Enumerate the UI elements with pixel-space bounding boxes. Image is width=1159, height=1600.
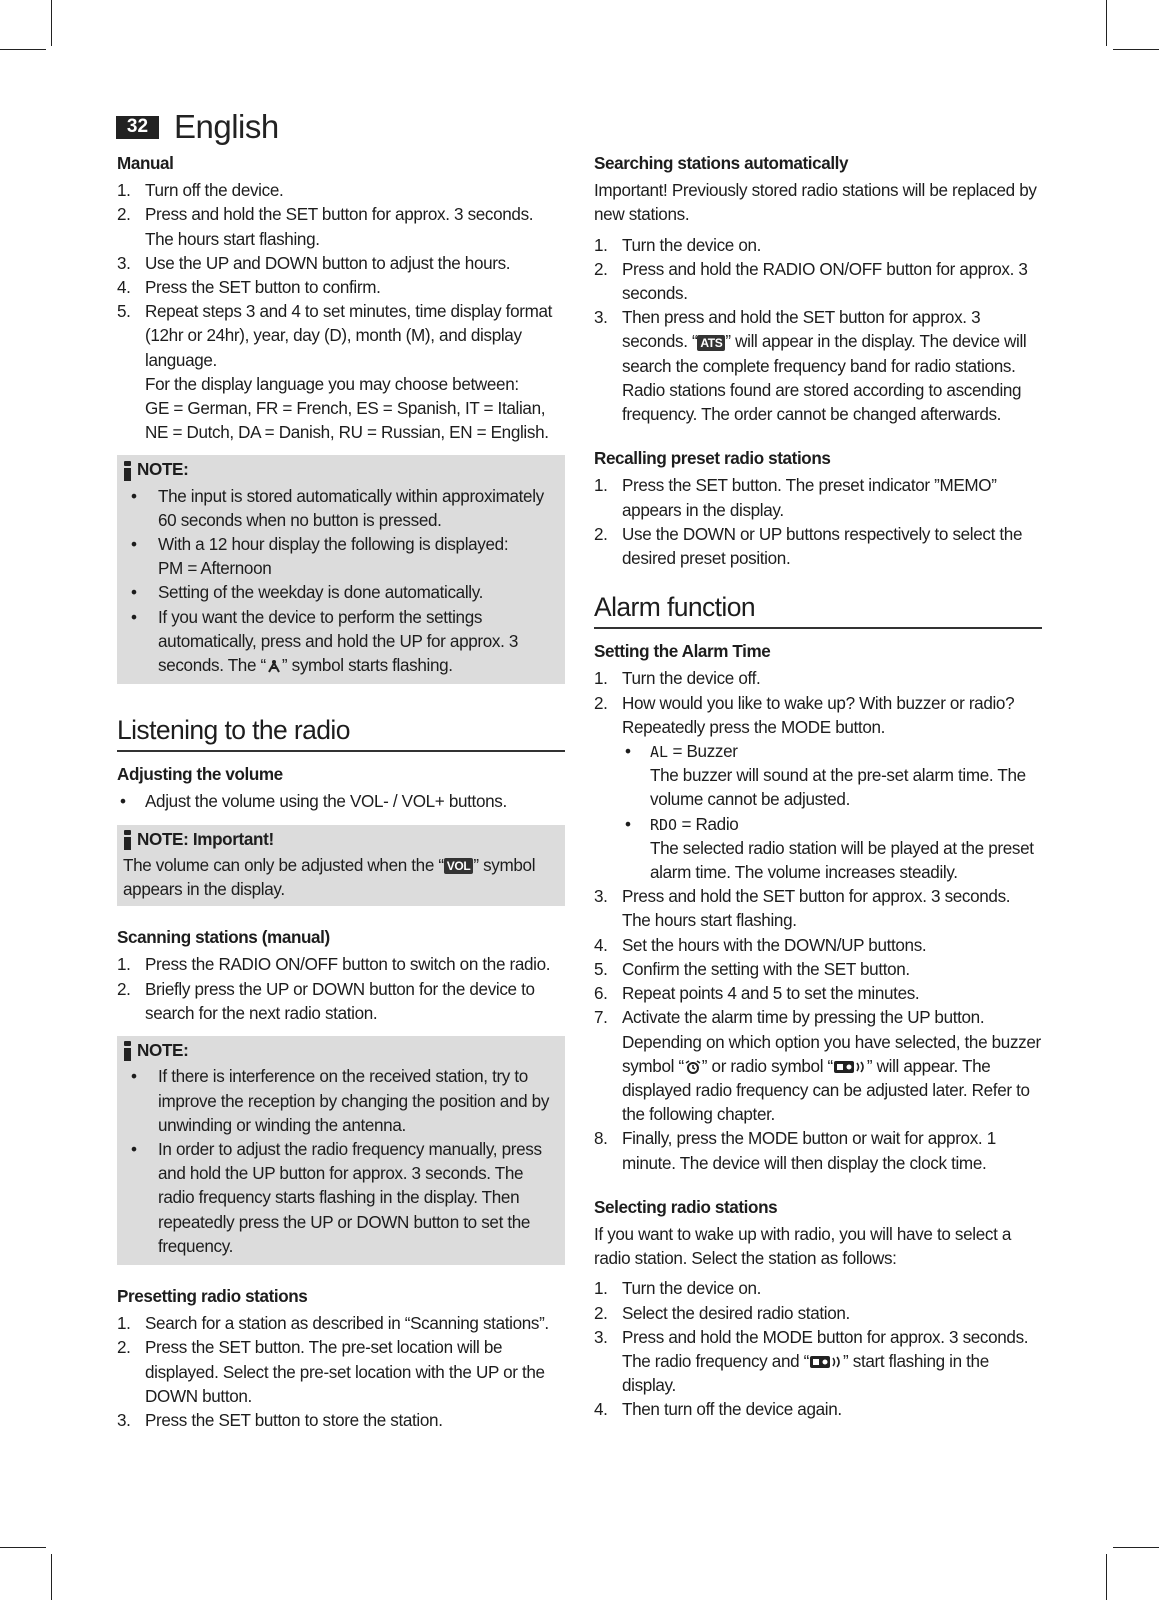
list-item: 1. Press the SET button. The preset indicator ”MEMO” appears in the display.	[594, 476, 997, 520]
list-item: • Setting of the weekday is done automatically.	[131, 583, 484, 603]
info-icon	[123, 461, 132, 481]
language-title: English	[174, 108, 279, 145]
left-column	[117, 152, 565, 1433]
radio-alarm-icon	[833, 1059, 867, 1075]
paragraph: Important! Previously stored radio stations will be replaced by new stations.	[594, 181, 1037, 225]
list-item: • If there is interference on the received station, try to improve the reception by changing the position and by unwinding or winding the antenna.	[131, 1067, 550, 1135]
note-box	[117, 455, 565, 684]
list-item: • The input is stored automatically within approximately 60 seconds when no button is pressed.	[131, 486, 544, 530]
section-heading-alarm: Alarm function	[594, 591, 1042, 629]
subheading-volume: Adjusting the volume	[117, 765, 283, 785]
subheading-scanning: Scanning stations (manual)	[117, 928, 330, 948]
buzzer-display-code: AL	[650, 743, 669, 762]
subheading-manual: Manual	[117, 154, 174, 173]
list-item: • In order to adjust the radio frequency manually, press and hold the UP button for approx. 3 seconds. The radio frequency starts flashing in the display. Then repeatedly press the UP or DOWN button to set the frequency.	[131, 1139, 542, 1256]
antenna-symbol-icon	[266, 659, 282, 675]
list-item: 5. Confirm the setting with the SET button.	[594, 959, 910, 979]
list-item: 2. Select the desired radio station.	[594, 1303, 850, 1323]
list-item: 2. Briefly press the UP or DOWN button for the device to search for the next radio station.	[117, 979, 535, 1023]
list-item: 4. Set the hours with the DOWN/UP buttons.	[594, 935, 927, 955]
list-item: 1. Turn off the device.	[117, 181, 284, 201]
note-title: NOTE:	[137, 1041, 189, 1061]
crop-mark	[1113, 1547, 1159, 1548]
radio-alarm-icon	[809, 1354, 843, 1370]
section-heading-radio: Listening to the radio	[117, 714, 565, 752]
crop-mark	[0, 49, 46, 50]
list-item: 4. Press the SET button to confirm.	[117, 278, 381, 298]
list-item: 2. Use the DOWN or UP buttons respectively to select the desired preset position.	[594, 524, 1023, 569]
list-item: • RDO = Radio The selected radio station will be played at the preset alarm time. The volume increases steadily.	[625, 814, 1034, 883]
page-header	[116, 102, 279, 152]
list-item: 2. Press the SET button. The pre-set location will be displayed. Select the pre-set location with the UP or the DOWN button.	[117, 1338, 545, 1406]
subheading-auto-search: Searching stations automatically	[594, 154, 849, 173]
list-item: • If you want the device to perform the settings automatically, press and hold the UP for approx. 3 seconds. The “ ” symbol starts flashing.	[131, 607, 519, 676]
list-item: 3. Use the UP and DOWN button to adjust the hours.	[117, 253, 511, 273]
list-item: 4. Then turn off the device again.	[594, 1400, 842, 1420]
subheading-alarm-time: Setting the Alarm Time	[594, 642, 771, 662]
list-item: 5. Repeat steps 3 and 4 to set minutes, time display format (12hr or 24hr), year, day (D), month (M), and display language. For the display language you may choose between: GE = German, FR = French, ES = Spanish, IT = Italian, NE = Dutch, DA = Danish, RU = Russian, EN = English.	[117, 300, 565, 445]
vol-symbol-icon: VOL	[444, 858, 474, 874]
right-column	[594, 152, 1042, 1423]
info-icon	[123, 1041, 132, 1061]
note-title: NOTE:	[137, 460, 189, 480]
list-item: 1. Press the RADIO ON/OFF button to switch on the radio.	[117, 955, 551, 975]
radio-display-code: RDO	[650, 815, 678, 834]
note-text: The volume can only be adjusted when the “ VOL ” symbol appears in the display.	[123, 855, 536, 900]
info-icon	[123, 830, 132, 850]
subheading-selecting: Selecting radio stations	[594, 1197, 778, 1217]
list-item: • AL = Buzzer The buzzer will sound at the pre-set alarm time. The volume cannot be adjusted.	[625, 742, 1026, 810]
crop-mark	[0, 1547, 46, 1548]
note-box	[117, 825, 565, 907]
list-item: 2. How would you like to wake up? With buzzer or radio? Repeatedly press the MODE button. • AL = Buzzer The buzzer will sound at the pre-set alarm time. The volume cannot be adjusted. • RDO = Radio The selected radio station will be played at the preset alarm time. The volume increases steadily.	[594, 692, 1042, 886]
note-box	[117, 1036, 565, 1265]
list-item: • With a 12 hour display the following is displayed: PM = Afternoon	[131, 535, 509, 579]
list-item: 8. Finally, press the MODE button or wait for approx. 1 minute. The device will then display the clock time.	[594, 1129, 996, 1173]
crop-mark	[1106, 0, 1107, 46]
list-item: 6. Repeat points 4 and 5 to set the minutes.	[594, 984, 920, 1004]
list-item: 3. Press the SET button to store the station.	[117, 1410, 443, 1430]
paragraph: If you want to wake up with radio, you will have to select a radio station. Select the station as follows:	[594, 1224, 1012, 1269]
crop-mark	[1113, 49, 1159, 50]
list-item: • Adjust the volume using the VOL- / VOL+ buttons.	[120, 792, 507, 812]
subheading-presetting: Presetting radio stations	[117, 1286, 308, 1306]
list-item: 3. Then press and hold the SET button for approx. 3 seconds. “ ATS ” will appear in the display. The device will search the complete frequency band for radio stations. Radio stations found are stored according to ascending frequency. The order cannot be changed afterwards.	[594, 308, 1027, 425]
buzzer-alarm-icon	[684, 1059, 702, 1075]
list-item: 3. Press and hold the SET button for approx. 3 seconds. The hours start flashing.	[594, 887, 1011, 931]
crop-mark	[51, 0, 52, 46]
list-item: 3. Press and hold the MODE button for approx. 3 seconds. The radio frequency and “ ” start flashing in the display.	[594, 1327, 1029, 1396]
manual-steps	[117, 179, 565, 445]
list-item: 1. Search for a station as described in “Scanning stations”.	[117, 1314, 549, 1334]
crop-mark	[51, 1554, 52, 1600]
list-item: 7. Activate the alarm time by pressing the UP button. Depending on which option you have selected, the buzzer symbol “ ” or radio symbol “ ” will appear. The displayed radio frequency can be adjusted later. Refer to the following chapter.	[594, 1008, 1041, 1125]
ats-symbol-icon: ATS	[697, 335, 725, 351]
list-item: 2. Press and hold the RADIO ON/OFF button for approx. 3 seconds.	[594, 259, 1028, 304]
subheading-recall: Recalling preset radio stations	[594, 449, 831, 469]
list-item: 1. Turn the device on.	[594, 235, 762, 255]
crop-mark	[1106, 1554, 1107, 1600]
list-item: 2. Press and hold the SET button for approx. 3 seconds. The hours start flashing.	[117, 205, 534, 249]
list-item: 1. Turn the device off.	[594, 669, 761, 689]
page-number: 32	[116, 116, 159, 139]
note-title: NOTE: Important!	[137, 829, 274, 849]
language-options: For the display language you may choose between: GE = German, FR = French, ES = Spanish, IT = Italian, NE = Dutch, DA = Danish, RU = Russian, EN = English.	[145, 374, 549, 443]
list-item: 1. Turn the device on.	[594, 1279, 762, 1299]
